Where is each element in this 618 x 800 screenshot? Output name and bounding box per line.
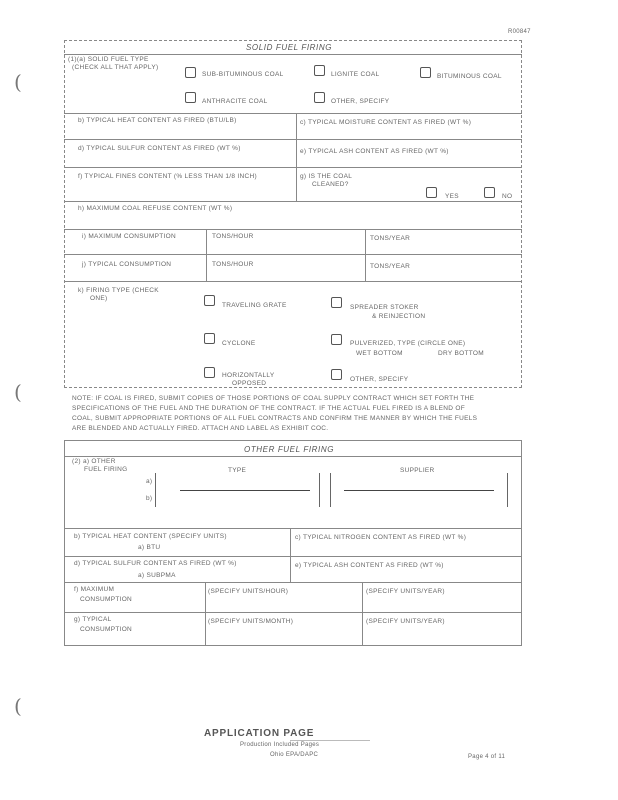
coal-note-line-4: ARE BLENDED AND ACTUALLY FIRED. ATTACH AND LABEL AS EXHIBIT COC. xyxy=(72,425,329,432)
anthracite-label: ANTHRACITE COAL xyxy=(202,98,268,105)
other-fuel-title: OTHER FUEL FIRING xyxy=(244,445,335,454)
lignite-label: LIGNITE COAL xyxy=(331,71,380,78)
coal-max-tons-year-label: TONS/YEAR xyxy=(370,235,411,242)
other-typ-consumption-label-1: g) TYPICAL xyxy=(74,616,112,623)
coal-cleaned-no-label: NO xyxy=(502,193,513,200)
other-sulfur-sub: a) SUBPMA xyxy=(138,572,176,579)
coal-cleaned-label-2: CLEANED? xyxy=(312,181,349,188)
margin-mark: ( xyxy=(14,694,22,718)
other-nitrogen-label: c) TYPICAL NITROGEN CONTENT AS FIRED (WT %) xyxy=(295,534,467,541)
other-fuel-type-header: TYPE xyxy=(228,467,247,474)
other-fuel-label-1: (2) a) OTHER xyxy=(72,458,116,465)
lignite-checkbox[interactable] xyxy=(314,65,325,76)
solid-sulfur-label: d) TYPICAL SULFUR CONTENT AS FIRED (WT %) xyxy=(78,145,241,152)
solid-fines-label: f) TYPICAL FINES CONTENT (% LESS THAN 1/8 INCH) xyxy=(78,173,257,180)
subbituminous-checkbox[interactable] xyxy=(185,67,196,78)
solid-fuel-type-sub: (CHECK ALL THAT APPLY) xyxy=(72,64,159,71)
pulverized-label-1: PULVERIZED, TYPE (CIRCLE ONE) xyxy=(350,340,466,347)
anthracite-checkbox[interactable] xyxy=(185,92,196,103)
other-fuel-supplier-header: SUPPLIER xyxy=(400,467,435,474)
solid-fuel-type-label: (1)(a) SOLID FUEL TYPE xyxy=(68,56,149,63)
cyclone-label: CYCLONE xyxy=(222,340,256,347)
coal-typ-consumption-label: j) TYPICAL CONSUMPTION xyxy=(82,261,172,268)
horizontally-opposed-label-2: OPPOSED xyxy=(232,380,267,387)
other-max-consumption-label-2: CONSUMPTION xyxy=(80,596,133,603)
other-firing-checkbox[interactable] xyxy=(331,369,342,380)
traveling-grate-checkbox[interactable] xyxy=(204,295,215,306)
footer-subtitle-2: Ohio EPA/DAPC xyxy=(270,752,319,758)
coal-cleaned-yes-label: YES xyxy=(445,193,459,200)
other-heat-sub: a) BTU xyxy=(138,544,161,551)
coal-cleaned-no-checkbox[interactable] xyxy=(484,187,495,198)
coal-max-tons-hour-label: TONS/HOUR xyxy=(212,233,254,240)
other-heat-label: b) TYPICAL HEAT CONTENT (SPECIFY UNITS) xyxy=(74,533,227,540)
bituminous-label: BITUMINOUS COAL xyxy=(437,73,502,80)
spreader-stoker-checkbox[interactable] xyxy=(331,297,342,308)
other-typ-units-month-label: (SPECIFY UNITS/MONTH) xyxy=(208,618,294,625)
margin-mark: ( xyxy=(14,70,22,94)
other-typ-units-year-label: (SPECIFY UNITS/YEAR) xyxy=(366,618,445,625)
spreader-stoker-label-1: SPREADER STOKER xyxy=(350,304,419,311)
other-coal-label: OTHER, SPECIFY xyxy=(331,98,390,105)
pulverized-dry-bottom-label[interactable]: DRY BOTTOM xyxy=(438,350,484,357)
document-id: R00847 xyxy=(508,29,531,35)
firing-type-label-1: k) FIRING TYPE (CHECK xyxy=(78,287,159,294)
solid-moisture-label: c) TYPICAL MOISTURE CONTENT AS FIRED (WT %) xyxy=(300,119,472,126)
pulverized-checkbox[interactable] xyxy=(331,334,342,345)
bituminous-checkbox[interactable] xyxy=(420,67,431,78)
other-fuel-row-b: b) xyxy=(146,495,153,502)
other-max-units-year-label: (SPECIFY UNITS/YEAR) xyxy=(366,588,445,595)
footer-app-title: APPLICATION PAGE xyxy=(204,728,315,739)
coal-cleaned-yes-checkbox[interactable] xyxy=(426,187,437,198)
other-firing-label: OTHER, SPECIFY xyxy=(350,376,409,383)
other-max-units-hour-label: (SPECIFY UNITS/HOUR) xyxy=(208,588,289,595)
firing-type-label-2: ONE) xyxy=(90,295,108,302)
coal-cleaned-label-1: g) IS THE COAL xyxy=(300,173,353,180)
margin-mark: ( xyxy=(14,380,22,404)
solid-heat-label: b) TYPICAL HEAT CONTENT AS FIRED (BTU/LB) xyxy=(78,117,237,124)
cyclone-checkbox[interactable] xyxy=(204,333,215,344)
other-typ-consumption-label-2: CONSUMPTION xyxy=(80,626,133,633)
other-sulfur-label: d) TYPICAL SULFUR CONTENT AS FIRED (WT %) xyxy=(74,560,237,567)
traveling-grate-label: TRAVELING GRATE xyxy=(222,302,287,309)
coal-typ-tons-year-label: TONS/YEAR xyxy=(370,263,411,270)
coal-note-line-1: NOTE: IF COAL IS FIRED, SUBMIT COPIES OF THOSE PORTIONS OF COAL SUPPLY CONTRACT WHICH SET FORTH THE xyxy=(72,395,475,402)
spreader-stoker-label-2: & REINJECTION xyxy=(372,313,426,320)
subbituminous-label: SUB-BITUMINOUS COAL xyxy=(202,71,284,78)
coal-max-consumption-label: i) MAXIMUM CONSUMPTION xyxy=(82,233,176,240)
coal-note-line-3: COAL, SUBMIT APPROPRIATE PORTIONS OF ALL FUEL CONTRACTS AND CONFIRM THE MANNER BY WHICH THE FUELS xyxy=(72,415,478,422)
footer-subtitle-1: Production Included Pages xyxy=(240,742,320,748)
pulverized-wet-bottom-label[interactable]: WET BOTTOM xyxy=(356,350,403,357)
coal-refuse-label: h) MAXIMUM COAL REFUSE CONTENT (WT %) xyxy=(78,205,233,212)
other-fuel-row-a: a) xyxy=(146,478,153,485)
solid-ash-label: e) TYPICAL ASH CONTENT AS FIRED (WT %) xyxy=(300,148,449,155)
other-coal-checkbox[interactable] xyxy=(314,92,325,103)
other-max-consumption-label-1: f) MAXIMUM xyxy=(74,586,115,593)
solid-fuel-section xyxy=(64,40,522,388)
footer-page-number: Page 4 of 11 xyxy=(468,754,506,760)
horizontally-opposed-checkbox[interactable] xyxy=(204,367,215,378)
coal-typ-tons-hour-label: TONS/HOUR xyxy=(212,261,254,268)
coal-note-line-2: SPECIFICATIONS OF THE FUEL AND THE DURATION OF THE CONTRACT. IF THE ACTUAL FUEL FIRED IS A BLEND OF xyxy=(72,405,466,412)
other-fuel-label-2: FUEL FIRING xyxy=(84,466,128,473)
other-ash-label: e) TYPICAL ASH CONTENT AS FIRED (WT %) xyxy=(295,562,444,569)
solid-fuel-title: SOLID FUEL FIRING xyxy=(246,43,333,52)
other-fuel-section xyxy=(64,440,522,646)
horizontally-opposed-label-1: HORIZONTALLY xyxy=(222,372,275,379)
